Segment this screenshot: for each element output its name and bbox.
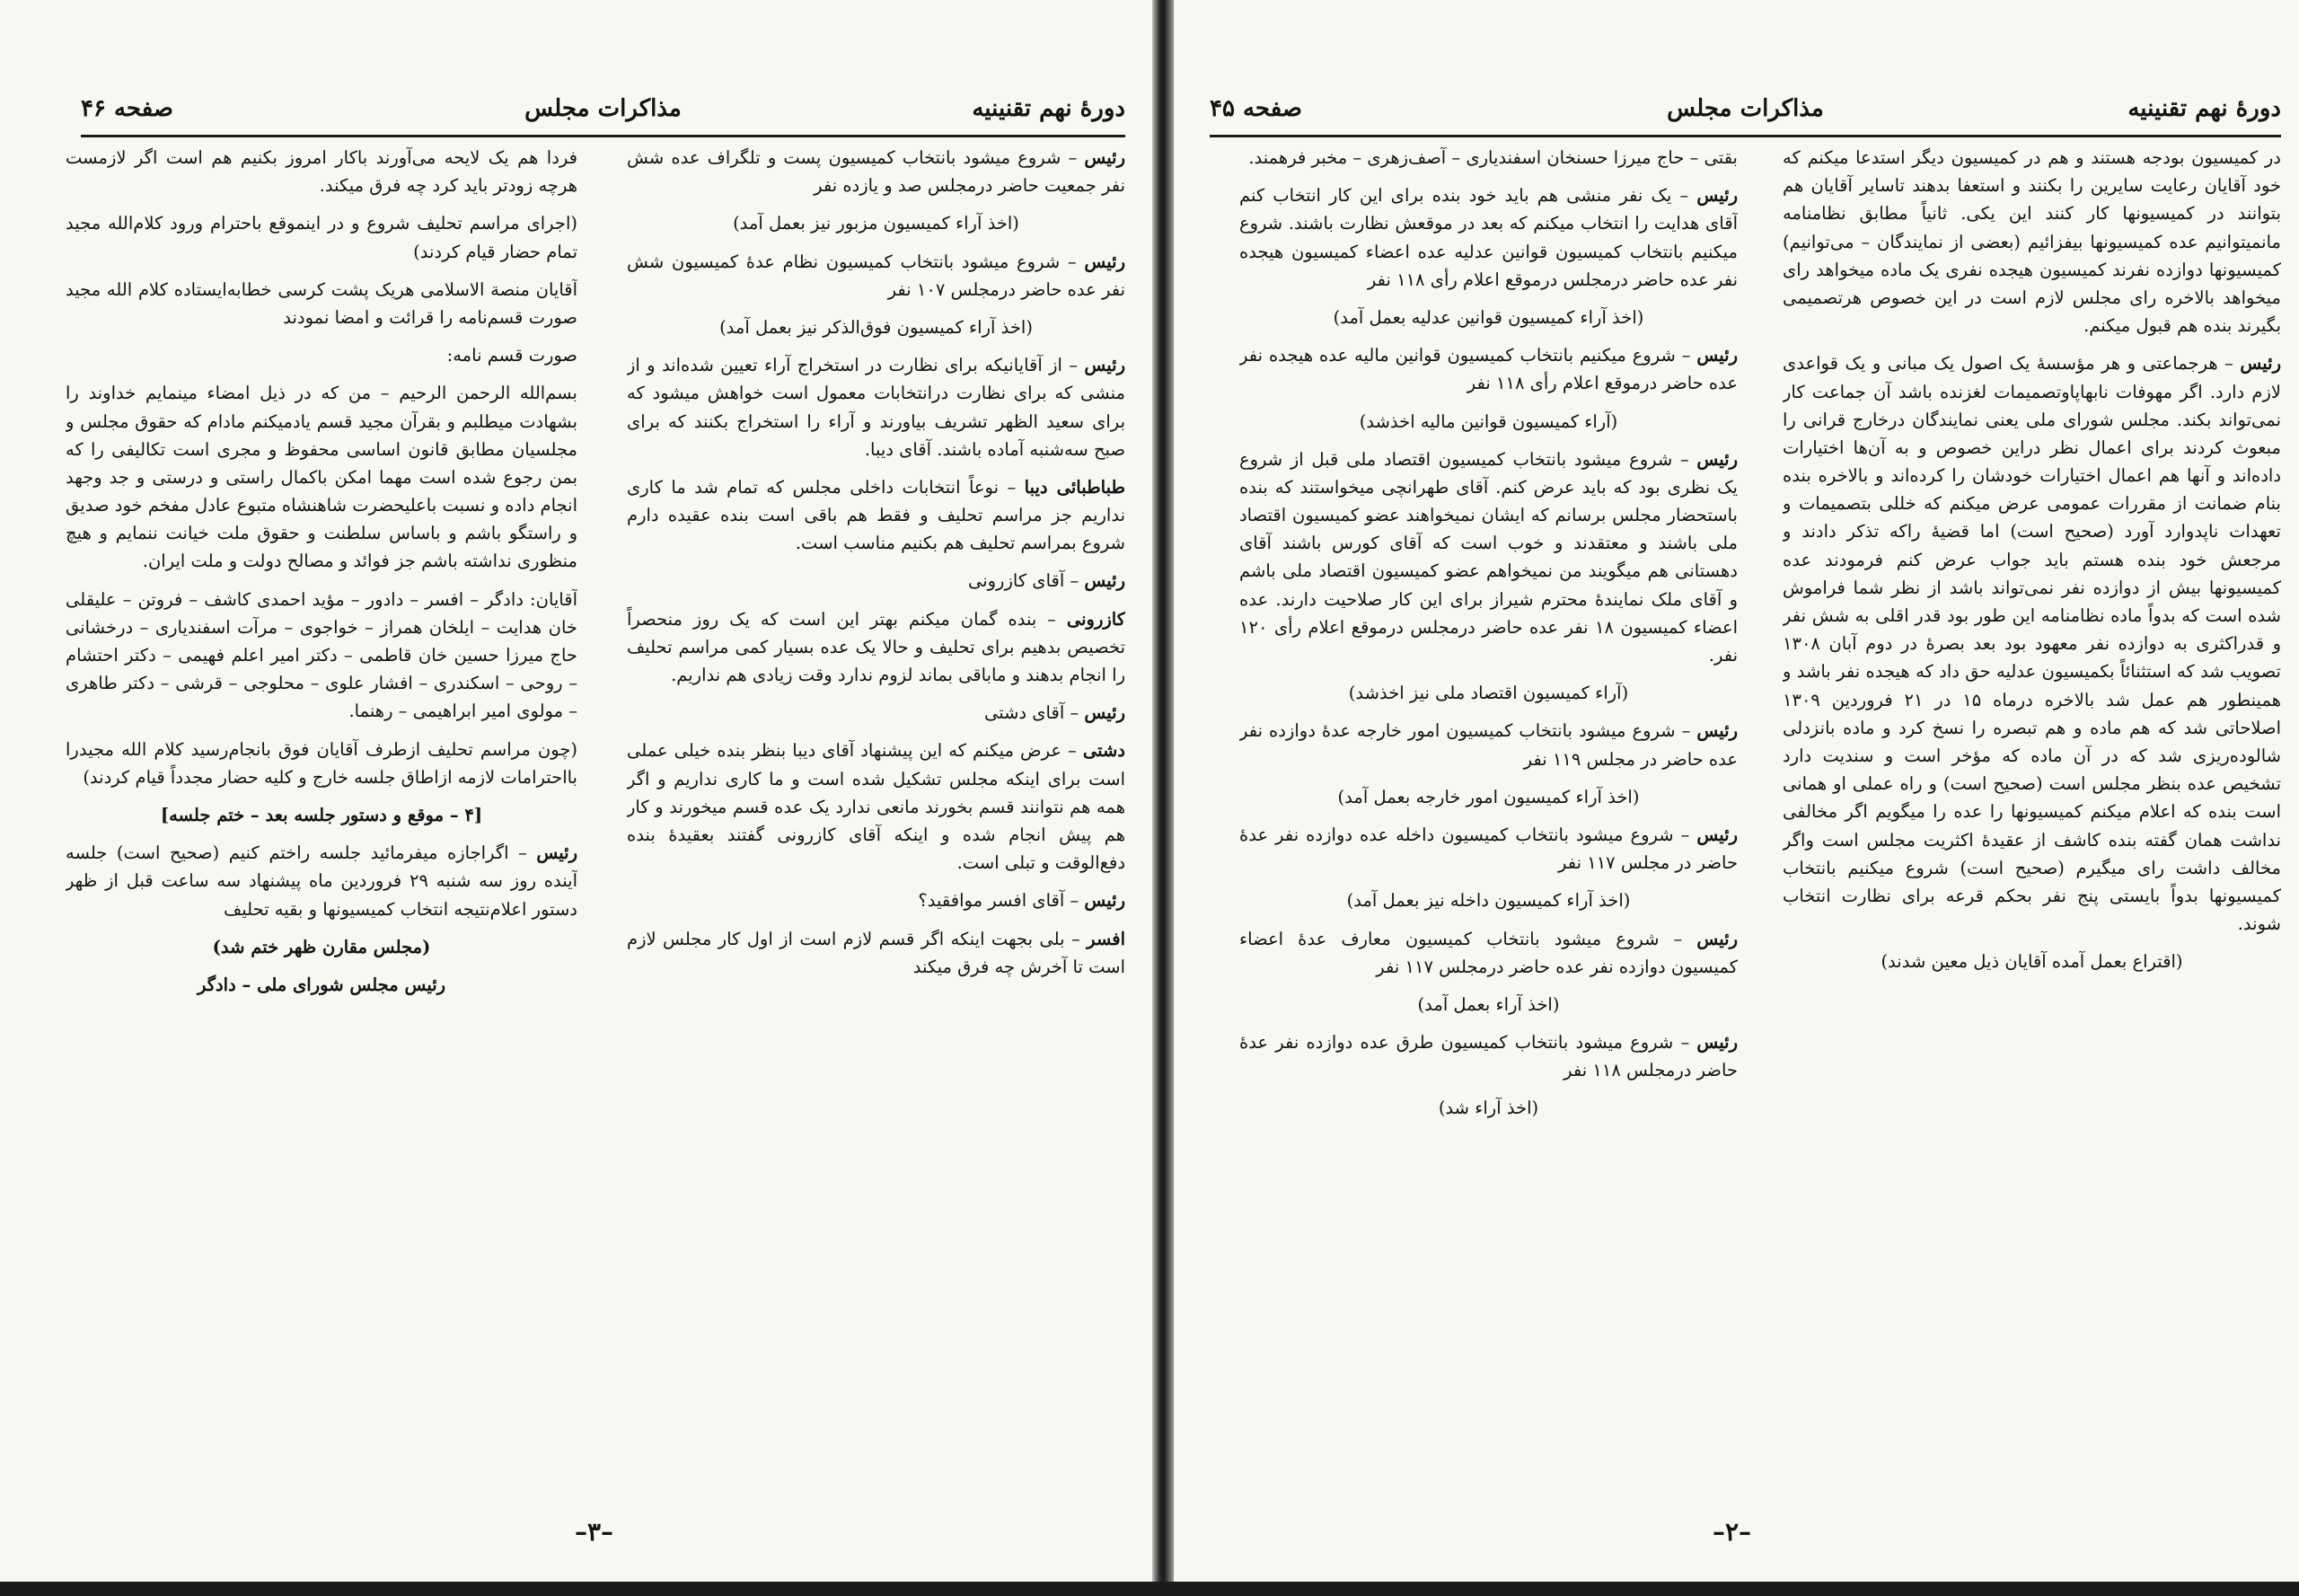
page-header bbox=[81, 63, 1125, 137]
speaker-name: رئیس bbox=[1696, 720, 1738, 742]
speech-text: – شروع میشود بانتخاب کمیسیون معارف عدهٔ اعضاء کمیسیون دوازده نفر عده حاضر درمجلس ۱۱۷ نفر bbox=[1239, 928, 1738, 977]
speech-text: – هرجماعتی و هر مؤسسهٔ یک اصول یک مبانی و یک قواعدی لازم دارد. اگر مهوفات نابهاپاوتصمیمات لغزنده باشد آن جماعت کار نمی‌تواند بکند. مجلس شورای ملی یعنی نمایندگان درخارج قرانی را مبعوث کردند برای اعمال نظر دراین خصوص و به آن‌ها اختیارات داده‌اند و آنها هم اعمال اختیارات خودشان را کرده‌اند و بالاخره بنده بنام ضمانت از مقررات عمومی عرض میکنم که خللی بتصمیمات و تعهدات ناپدوارد آورد (صحیح است) اما قضیهٔ راکه تذکر دادند و مرجعش خود بنده هستم باید جواب عرض کنم فرمودند عده کمیسیونها بیش از دوازده نفر نمی‌تواند باشد از نظر شما فراموش شده است که بدواً ماده نظامنامه این طور بود قدر اقلی به شش نفر و قدراکثری به دوازده نفر معهود بود بعد بصرهٔ در دوم آبان ۱۳۰۸ تصویب شد که استثنائاً بکمیسیون عدلیه حق داد که هیجده نفر باشد و همینطور هم عمل شد بالاخره درماه ۱۵ در ۲۱ فروردین ۱۳۰۹ اصلاحاتی شد که هم ماده و هم تبصره را نسخ کرد و ماده بانزدلی شالوده‌ریزی شد که در آن ماده که مؤخر است و سندیت دارد تشخیص عده بنظر مجلس است (صحیح است) و راه عملی او همانی است بنده که اعلام میکنم کمیسیونها را عده را میگویم اگر مخالفی نداشت همان گفته بنده کاشف از عقیدهٔ اکثریت مجلس است واگر مخالف داشت رای میگیرم (صحیح است) شروع میکنیم بانتخاب کمیسیونها بدواً بایستی پنج نفر بحکم قرعه برای نظارت انتخاب شوند. bbox=[1783, 353, 2281, 935]
speech-paragraph bbox=[1239, 181, 1738, 294]
body-paragraph: آقایان منصة الاسلامی هریک پشت کرسی خطابه‌ایستاده کلام الله مجید صورت قسم‌نامه را قرائت و امضا نمودند bbox=[66, 278, 577, 328]
speech-paragraph bbox=[627, 567, 1125, 595]
section-heading: رئیس مجلس شورای ملی – دادگر bbox=[197, 974, 446, 995]
stage-direction: (اخذ آراء بعمل آمد) bbox=[1417, 993, 1560, 1015]
right-page-column-2 bbox=[1239, 144, 1738, 1518]
speaker-name: رئیس bbox=[536, 842, 577, 864]
stage-direction: (آراء کمیسیون اقتصاد ملی نیز اخذشد) bbox=[1348, 683, 1629, 704]
stage-direction: (اقتراع بعمل آمده آقایان ذیل معین شدند) bbox=[1881, 951, 2183, 973]
speech-paragraph bbox=[627, 736, 1125, 877]
header-page-number: صفحه ۴۵ bbox=[1210, 95, 1302, 122]
scan-bottom-edge bbox=[0, 1582, 2299, 1596]
speaker-name: رئیس bbox=[1696, 1032, 1738, 1054]
speech-text: – شروع میشود بانتخاب کمیسیون نظام عدهٔ کمیسیون شش نفر عده حاضر درمجلس ۱۰۷ نفر bbox=[627, 251, 1125, 300]
header-period: دورهٔ نهم تقنینیه bbox=[2127, 95, 2281, 122]
right-page bbox=[1174, 0, 2299, 1596]
left-page-column-1 bbox=[627, 144, 1125, 1518]
speech-paragraph bbox=[1239, 925, 1738, 981]
speaker-name: رئیس bbox=[1696, 824, 1738, 845]
speaker-name: دشتی bbox=[1082, 740, 1125, 762]
speech-text: – آقای کازرونی bbox=[967, 570, 1079, 592]
speaker-name: رئیس bbox=[2240, 353, 2281, 375]
speech-text: – آقای افسر موافقید؟ bbox=[918, 890, 1079, 912]
left-page-column-2 bbox=[66, 144, 577, 1518]
speaker-name: افسر bbox=[1087, 928, 1125, 949]
speech-paragraph bbox=[627, 248, 1125, 304]
book-gutter bbox=[1152, 0, 1174, 1596]
speaker-name: رئیس bbox=[1696, 448, 1738, 470]
stage-direction: (آراء کمیسیون قوانین مالیه اخذشد) bbox=[1359, 410, 1618, 432]
speaker-name: طباطبائی دیبا bbox=[1024, 476, 1125, 498]
speech-text: – نوعاً انتخابات داخلی مجلس که تمام شد ما کاری نداریم جز مراسم تحلیف و فقط هم باقی است بنده عقیده دارم شروع بمراسم تحلیف هم بکنیم مناسب است. bbox=[627, 476, 1125, 554]
speaker-name: رئیس bbox=[1696, 185, 1738, 207]
page-header bbox=[1210, 63, 2281, 137]
stage-direction: (اخذ آراء کمیسیون داخله نیز بعمل آمد) bbox=[1346, 890, 1631, 912]
speech-paragraph bbox=[1239, 717, 1738, 772]
speech-paragraph bbox=[1239, 821, 1738, 877]
body-paragraph: (چون مراسم تحلیف ازطرف آقایان فوق بانجام‌رسید کلام الله مجیدرا بااحترامات لازمه ازاطاق جلسه خارج و کلیه حضار مجدداً قیام کردند) bbox=[66, 738, 577, 788]
speech-text: – شروع میشود بانتخاب کمیسیون امور خارجه عدهٔ دوازده نفر عده حاضر در مجلس ۱۱۹ نفر bbox=[1239, 720, 1738, 770]
speech-paragraph bbox=[627, 925, 1125, 981]
section-heading: (مجلس مقارن ظهر ختم شد) bbox=[212, 936, 431, 957]
body-paragraph: آقایان: دادگر – افسر – دادور – مؤید احمدی کاشف – فروتن – علیقلی خان هدایت – ایلخان همراز – خواجوی – مرآت اسفندیاری – درخشانی حاج میرزا حسین خان قاطمی – دکتر امیر اعلم فهیمی – دکتر احتشام – روحی – اسکندری – افشار علوی – محلوجی – قرشی – دکتر طاهری – مولوی امیر ابراهیمی – رهنما. bbox=[66, 588, 577, 722]
speaker-name: کازرونی bbox=[1066, 608, 1125, 630]
speech-text: – شروع میکنیم بانتخاب کمیسیون قوانین مالیه عده هیجده نفر عده حاضر درموقع اعلام رأی ۱۱۸ نفر bbox=[1239, 345, 1738, 394]
speech-paragraph bbox=[1239, 445, 1738, 670]
speech-text: – شروع میشود بانتخاب کمیسیون اقتصاد ملی قبل از شروع یک نظری بود که باید عرض کنم. آقای طهرانچی میخواستند که بنده باستحضار مجلس برسانم که ایشان نمیخواهند عضو کمیسیون اقتصاد ملی باشند و معتقدند و خوب است که آقای کورس باشند آقای دهستانی هم میگویند من نمیخواهم عضو کمیسیون اقتصاد ملی باشم و آقای ملک نمایندهٔ محترم شیراز برای این کار صلاحیت دارند. عده اعضاء کمیسیون ۱۸ نفر عده حاضر درمجلس درموقع اعلام رأی ۱۲۰ نفر. bbox=[1239, 448, 1738, 666]
page-folio: –۲– bbox=[1713, 1517, 1752, 1547]
speech-paragraph bbox=[627, 699, 1125, 727]
speech-text: – آقای دشتی bbox=[983, 702, 1079, 724]
speech-paragraph bbox=[627, 473, 1125, 558]
right-page-column-1 bbox=[1783, 144, 2281, 1518]
header-title: مذاکرات مجلس bbox=[1667, 95, 1824, 122]
section-heading: [۴ – موقع و دستور جلسه بعد – ختم جلسه] bbox=[160, 804, 483, 825]
speaker-name: رئیس bbox=[1084, 890, 1125, 912]
body-paragraph: بقتی – حاج میرزا حسنخان اسفندیاری – آصف‌زهری – مخبر فرهمند. bbox=[1248, 147, 1738, 168]
speaker-name: رئیس bbox=[1084, 251, 1125, 272]
speaker-name: رئیس bbox=[1084, 355, 1125, 376]
speech-text: – بنده گمان میکنم بهتر این است که یک روز منحصراً تخصیص بدهیم برای تحلیف و حالا یک عده بسیار کمی مراسم تحلیف را انجام بدهند و ماباقی بماند لزوم ندارد وقت زیادی هم نداریم. bbox=[627, 608, 1125, 685]
speech-paragraph bbox=[627, 144, 1125, 199]
speech-paragraph bbox=[627, 605, 1125, 690]
body-paragraph: (اجرای مراسم تحلیف شروع و در اینموقع باحترام ورود کلام‌الله مجید تمام حضار قیام کردند) bbox=[66, 213, 577, 262]
speech-text: – از آقایانیکه برای نظارت در استخراج آراء تعیین شده‌اند و از منشی که برای نظارت درانتخابات معمول است خواهش میشود که برای سعید الظهر تشریف بیاورند و آراء را استخراج بکنند که برای صبح سه‌شنبه آماده باشند. آقای دیبا. bbox=[627, 355, 1125, 460]
speech-text: – شروع میشود بانتخاب کمیسیون داخله عده دوازده نفر عدهٔ حاضر در مجلس ۱۱۷ نفر bbox=[1239, 824, 1738, 874]
speech-paragraph bbox=[1239, 341, 1738, 397]
body-paragraph: فردا هم یک لایحه می‌آورند باکار امروز بکنیم هم است اگر لازمست هرچه زودتر باید کرد چه فرق میکند. bbox=[66, 147, 577, 197]
speech-paragraph bbox=[1239, 1028, 1738, 1084]
body-paragraph: بسم‌الله الرحمن الرحیم – من که در ذیل امضاء مینمایم خداوند را بشهادت میطلبم و بقرآن مجید قسم یادمیکنم مادام که حقوق مجلس و مجلسیان مطابق قانون اساسی محفوظ و مجری است تکالیفی را که بمن رجوع شده است مهما امکن باکمال راستی و درستی و جد وجهد انجام داده و نسبت باعلیحضرت شاهنشاه متبوع عادل مفخم خود صدیق و راستگو باشم و باساس سلطنت و حقوق ملت خیانت ننمایم و هیچ منظوری نداشته باشم جز فوائد و مصالح دولت و ملت ایران. bbox=[66, 383, 577, 572]
stage-direction: (اخذ آراء کمیسیون فوق‌الذکر نیز بعمل آمد) bbox=[719, 316, 1033, 338]
body-paragraph: در کمیسیون بودجه هستند و هم در کمیسیون دیگر استدعا میکنم که خود آقایان رعایت سایرین را بکنند و استعفا بدهند تاسایر آقایان هم بتوانند در کمیسیونها کار کنند این یکی. ثانیاً مطابق نظامنامه مانمیتوانیم عده کمیسیونها بیفزائیم (بعضی از نمایندگان – می‌توانیم) کمیسیونها دوازده نفرند کمیسیون هیجده نفری یک ماده میخواهد رای میخواهد بالاخره رای مجلس لازم است در این خصوص هرتصمیمی بگیرند بنده هم قبول میکنم. bbox=[1783, 147, 2281, 337]
speech-paragraph bbox=[627, 886, 1125, 914]
body-paragraph: صورت قسم نامه: bbox=[446, 345, 577, 366]
speech-text: – عرض میکنم که این پیشنهاد آقای دیبا بنظر بنده خیلی عملی است برای اینکه مجلس تشکیل شده است و ما کاری نداریم و اگر همه هم نتوانند قسم بخورند مانعی ندارد یک عده قسم میخورند و کار هم پیش انجام شده و اینکه آقای کازرونی گفتند بعقیدهٔ بنده دفع‌الوقت و تبلی است. bbox=[627, 740, 1125, 874]
stage-direction: (اخذ آراء کمیسیون مزبور نیز بعمل آمد) bbox=[733, 213, 1019, 234]
speaker-name: رئیس bbox=[1696, 345, 1738, 366]
header-title: مذاکرات مجلس bbox=[524, 95, 682, 122]
speaker-name: رئیس bbox=[1696, 928, 1738, 949]
header-period: دورهٔ نهم تقنینیه bbox=[972, 95, 1125, 122]
speech-paragraph bbox=[1783, 349, 2281, 938]
speaker-name: رئیس bbox=[1084, 702, 1125, 724]
speech-text: – یک نفر منشی هم باید خود بنده برای این کار انتخاب کنم آقای هدایت را انتخاب میکنم که بعد در موقعش نظارت باشند. شروع میکنیم بانتخاب کمیسیون قوانین عدلیه عده اعضاء کمیسیون هیجده نفر عده حاضر درمجلس درموقع اعلام رأی ۱۱۸ نفر bbox=[1239, 185, 1738, 290]
speaker-name: رئیس bbox=[1084, 147, 1125, 168]
stage-direction: (اخذ آراء کمیسیون امور خارجه بعمل آمد) bbox=[1337, 786, 1640, 807]
stage-direction: (اخذ آراء شد) bbox=[1438, 1098, 1539, 1119]
speech-paragraph bbox=[66, 839, 577, 923]
page-folio: –۳– bbox=[575, 1517, 614, 1547]
speech-text: – شروع میشود بانتخاب کمیسیون طرق عده دوازده نفر عدهٔ حاضر درمجلس ۱۱۸ نفر bbox=[1239, 1032, 1738, 1081]
speech-text: – اگراجازه میفرمائید جلسه راختم کنیم (صحیح است) جلسه آینده روز سه شنبه ۲۹ فروردین ماه پیشنهاد سه ساعت قبل از ظهر دستور اعلام‌نتیجه انتخاب کمیسیونها و بقیه تحلیف bbox=[66, 842, 577, 920]
stage-direction: (اخذ آراء کمیسیون قوانین عدلیه بعمل آمد) bbox=[1333, 306, 1644, 328]
speech-text: – بلی بجهت اینکه اگر قسم لازم است از اول کار مجلس لازم است تا آخرش چه فرق میکند bbox=[627, 928, 1125, 977]
speech-paragraph bbox=[627, 351, 1125, 463]
header-page-number: صفحه ۴۶ bbox=[81, 95, 173, 122]
speech-text: – شروع میشود بانتخاب کمیسیون پست و تلگراف عده شش نفر جمعیت حاضر درمجلس صد و یازده نفر bbox=[627, 147, 1125, 197]
speaker-name: رئیس bbox=[1084, 570, 1125, 592]
